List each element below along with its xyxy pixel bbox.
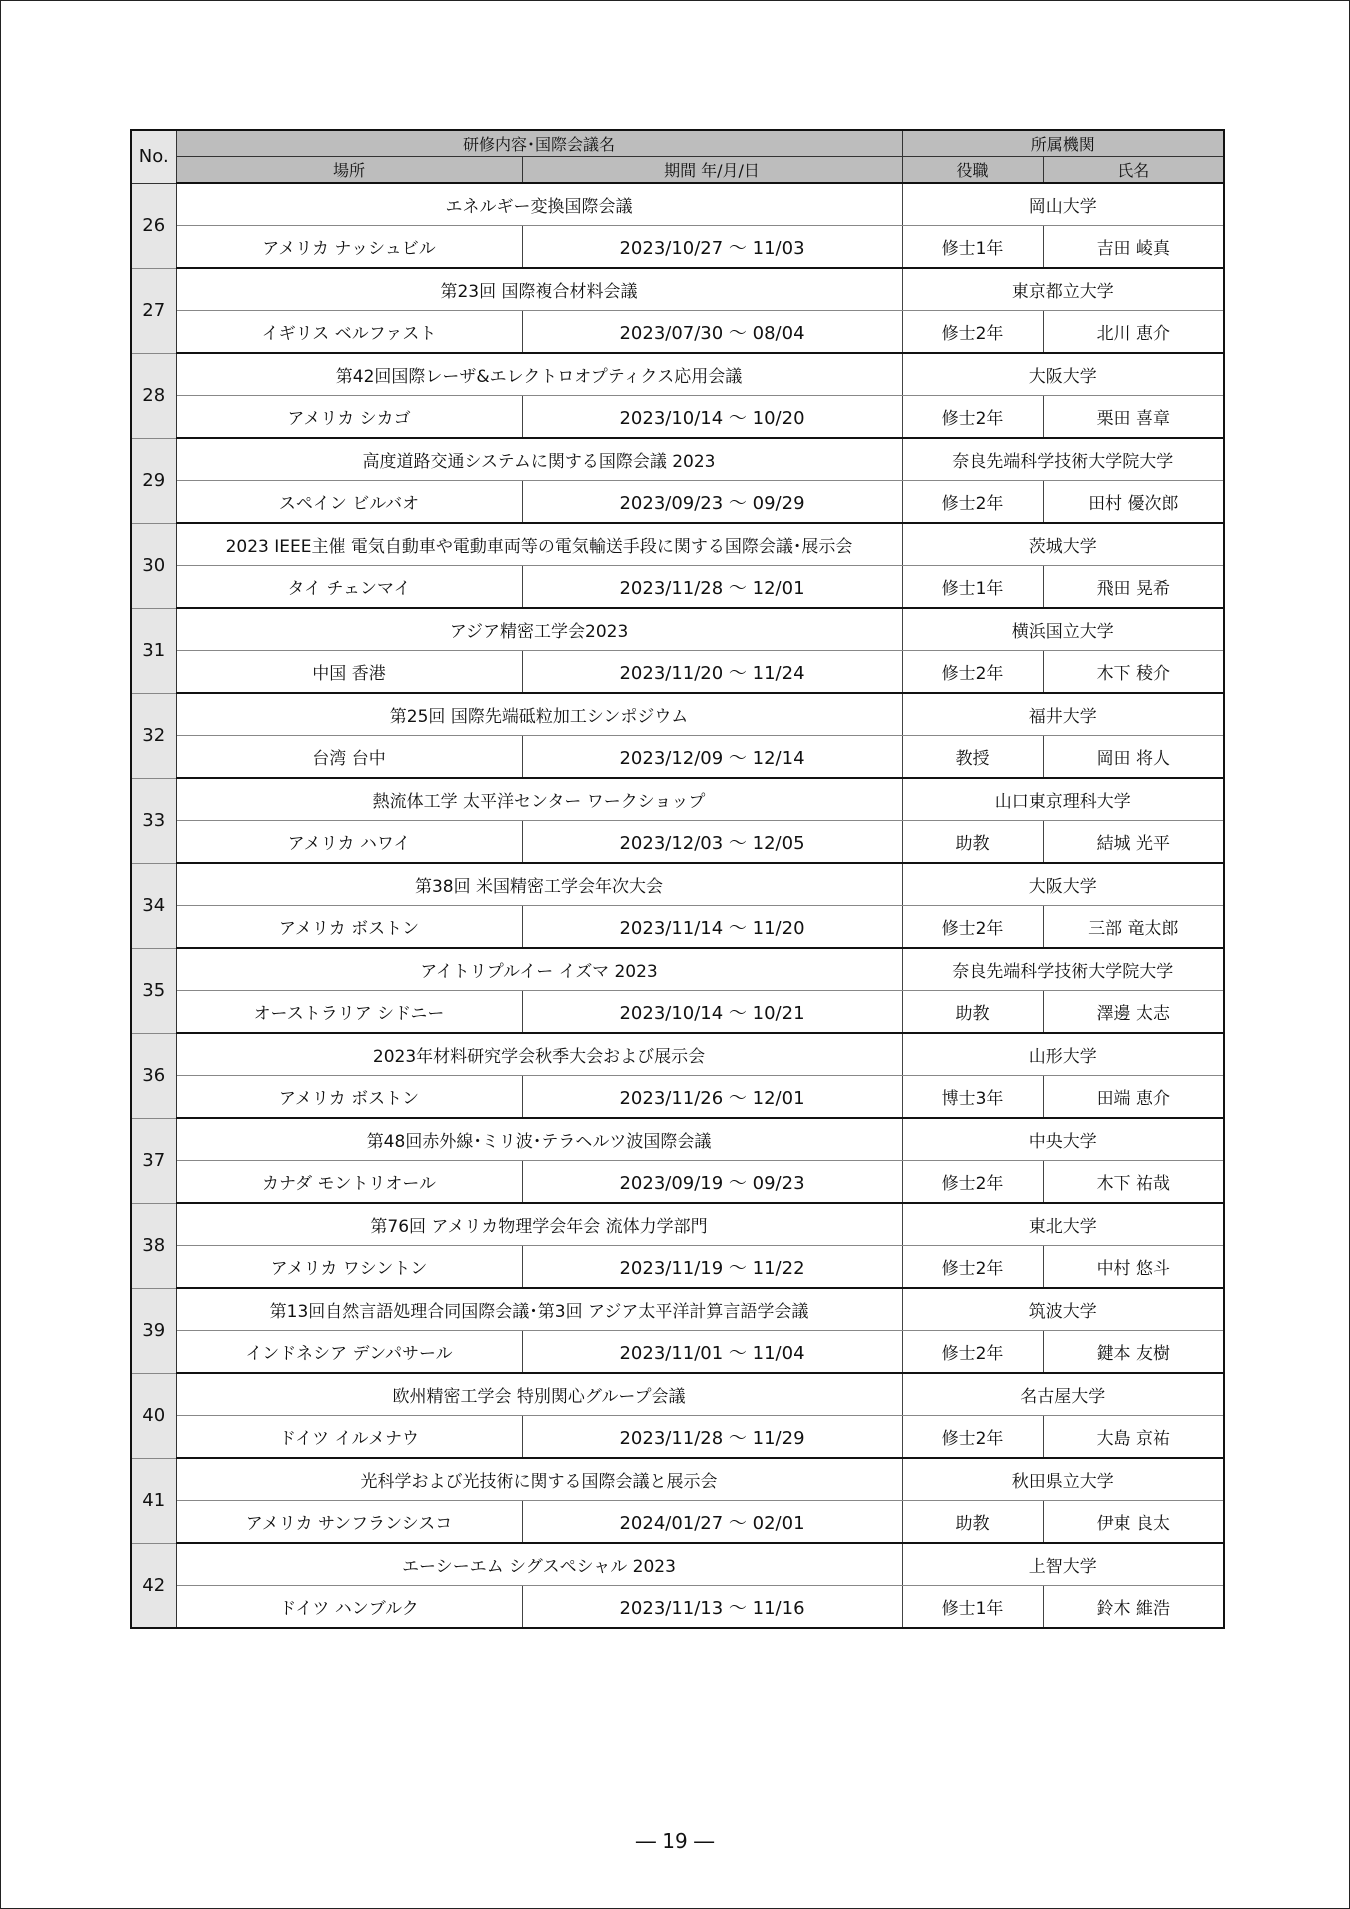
role: 修士2年 [902, 311, 1043, 354]
row-number: 28 [131, 353, 176, 438]
row-number: 34 [131, 863, 176, 948]
conference-name: 第76回 アメリカ物理学会年会 流体力学部門 [176, 1203, 902, 1246]
role: 修士1年 [902, 1586, 1043, 1629]
header-place: 場所 [176, 157, 522, 184]
role: 教授 [902, 736, 1043, 779]
table-row-detail [131, 1161, 1224, 1204]
period: 2023/11/20 ～ 11/24 [522, 651, 902, 694]
conference-name: 第48回赤外線･ミリ波･テラヘルツ波国際会議 [176, 1118, 902, 1161]
role: 修士2年 [902, 481, 1043, 524]
place: アメリカ ナッシュビル [176, 226, 522, 269]
table-row-detail [131, 1586, 1224, 1629]
person-name: 三部 竜太郎 [1043, 906, 1224, 949]
conference-name: 第23回 国際複合材料会議 [176, 268, 902, 311]
person-name: 吉田 崚真 [1043, 226, 1224, 269]
affiliation: 山形大学 [902, 1033, 1224, 1076]
table-body [131, 183, 1224, 1628]
role: 助教 [902, 821, 1043, 864]
person-name: 伊東 良太 [1043, 1501, 1224, 1544]
table-row [131, 948, 1224, 991]
period: 2023/11/01 ～ 11/04 [522, 1331, 902, 1374]
table-row [131, 1118, 1224, 1161]
row-number: 36 [131, 1033, 176, 1118]
header-name: 氏名 [1043, 157, 1224, 184]
header-role: 役職 [902, 157, 1043, 184]
conference-name: 第38回 米国精密工学会年次大会 [176, 863, 902, 906]
affiliation: 筑波大学 [902, 1288, 1224, 1331]
row-number: 30 [131, 523, 176, 608]
header-period: 期間 年/月/日 [522, 157, 902, 184]
place: アメリカ ボストン [176, 906, 522, 949]
row-number: 32 [131, 693, 176, 778]
period: 2023/11/26 ～ 12/01 [522, 1076, 902, 1119]
table-row-detail [131, 736, 1224, 779]
row-number: 31 [131, 608, 176, 693]
table-row [131, 1458, 1224, 1501]
table-row-detail [131, 226, 1224, 269]
table-header [131, 130, 1224, 183]
conference-name: 熱流体工学 太平洋センター ワークショップ [176, 778, 902, 821]
person-name: 岡田 将人 [1043, 736, 1224, 779]
row-number: 27 [131, 268, 176, 353]
table-row [131, 353, 1224, 396]
conference-name: エーシーエム シグスペシャル 2023 [176, 1543, 902, 1586]
row-number: 33 [131, 778, 176, 863]
period: 2023/11/14 ～ 11/20 [522, 906, 902, 949]
table-row [131, 268, 1224, 311]
conference-name: アイトリプルイー イズマ 2023 [176, 948, 902, 991]
person-name: 中村 悠斗 [1043, 1246, 1224, 1289]
person-name: 北川 恵介 [1043, 311, 1224, 354]
period: 2023/11/19 ～ 11/22 [522, 1246, 902, 1289]
period: 2023/11/13 ～ 11/16 [522, 1586, 902, 1629]
period: 2023/10/27 ～ 11/03 [522, 226, 902, 269]
conference-name: 第25回 国際先端砥粒加工シンポジウム [176, 693, 902, 736]
role: 助教 [902, 991, 1043, 1034]
role: 博士3年 [902, 1076, 1043, 1119]
period: 2024/01/27 ～ 02/01 [522, 1501, 902, 1544]
place: 台湾 台中 [176, 736, 522, 779]
place: アメリカ シカゴ [176, 396, 522, 439]
affiliation: 奈良先端科学技術大学院大学 [902, 438, 1224, 481]
place: インドネシア デンパサール [176, 1331, 522, 1374]
table-row [131, 438, 1224, 481]
affiliation: 東京都立大学 [902, 268, 1224, 311]
affiliation: 山口東京理科大学 [902, 778, 1224, 821]
row-number: 39 [131, 1288, 176, 1373]
affiliation: 福井大学 [902, 693, 1224, 736]
place: カナダ モントリオール [176, 1161, 522, 1204]
affiliation: 上智大学 [902, 1543, 1224, 1586]
affiliation: 名古屋大学 [902, 1373, 1224, 1416]
person-name: 結城 光平 [1043, 821, 1224, 864]
person-name: 栗田 喜章 [1043, 396, 1224, 439]
table-row-detail [131, 1416, 1224, 1459]
table-row-detail [131, 1331, 1224, 1374]
period: 2023/10/14 ～ 10/20 [522, 396, 902, 439]
role: 修士2年 [902, 1416, 1043, 1459]
person-name: 澤邊 太志 [1043, 991, 1224, 1034]
table-row [131, 183, 1224, 226]
table-row [131, 1203, 1224, 1246]
header-conference: 研修内容･国際会議名 [176, 130, 902, 157]
header-affiliation: 所属機関 [902, 130, 1224, 157]
affiliation: 大阪大学 [902, 863, 1224, 906]
role: 修士2年 [902, 651, 1043, 694]
place: アメリカ ハワイ [176, 821, 522, 864]
place: ドイツ ハンブルク [176, 1586, 522, 1629]
role: 修士2年 [902, 1331, 1043, 1374]
roster-table [130, 129, 1225, 1629]
affiliation: 岡山大学 [902, 183, 1224, 226]
period: 2023/07/30 ～ 08/04 [522, 311, 902, 354]
table-row-detail [131, 821, 1224, 864]
row-number: 35 [131, 948, 176, 1033]
table-row [131, 693, 1224, 736]
affiliation: 大阪大学 [902, 353, 1224, 396]
table-row-detail [131, 906, 1224, 949]
role: 修士2年 [902, 1161, 1043, 1204]
person-name: 木下 稜介 [1043, 651, 1224, 694]
person-name: 田端 恵介 [1043, 1076, 1224, 1119]
table-row-detail [131, 311, 1224, 354]
place: アメリカ ボストン [176, 1076, 522, 1119]
table-row-detail [131, 1076, 1224, 1119]
conference-name: 2023 IEEE主催 電気自動車や電動車両等の電気輸送手段に関する国際会議･展示会 [176, 523, 902, 566]
affiliation: 東北大学 [902, 1203, 1224, 1246]
conference-name: 欧州精密工学会 特別関心グループ会議 [176, 1373, 902, 1416]
place: スペイン ビルバオ [176, 481, 522, 524]
table-row [131, 863, 1224, 906]
row-number: 42 [131, 1543, 176, 1628]
place: オーストラリア シドニー [176, 991, 522, 1034]
person-name: 鈴木 維浩 [1043, 1586, 1224, 1629]
row-number: 37 [131, 1118, 176, 1203]
period: 2023/09/19 ～ 09/23 [522, 1161, 902, 1204]
period: 2023/11/28 ～ 11/29 [522, 1416, 902, 1459]
row-number: 29 [131, 438, 176, 523]
table-row [131, 1288, 1224, 1331]
table-row-detail [131, 396, 1224, 439]
place: アメリカ ワシントン [176, 1246, 522, 1289]
period: 2023/12/09 ～ 12/14 [522, 736, 902, 779]
place: イギリス ベルファスト [176, 311, 522, 354]
period: 2023/10/14 ～ 10/21 [522, 991, 902, 1034]
header-no: No. [131, 130, 176, 183]
affiliation: 奈良先端科学技術大学院大学 [902, 948, 1224, 991]
affiliation: 横浜国立大学 [902, 608, 1224, 651]
table-row-detail [131, 1501, 1224, 1544]
period: 2023/09/23 ～ 09/29 [522, 481, 902, 524]
table-row-detail [131, 481, 1224, 524]
table-row [131, 523, 1224, 566]
role: 助教 [902, 1501, 1043, 1544]
table-row [131, 778, 1224, 821]
role: 修士2年 [902, 906, 1043, 949]
role: 修士2年 [902, 396, 1043, 439]
place: 中国 香港 [176, 651, 522, 694]
role: 修士1年 [902, 226, 1043, 269]
conference-name: エネルギー変換国際会議 [176, 183, 902, 226]
row-number: 41 [131, 1458, 176, 1543]
person-name: 鍵本 友樹 [1043, 1331, 1224, 1374]
row-number: 26 [131, 183, 176, 268]
period: 2023/11/28 ～ 12/01 [522, 566, 902, 609]
table-row-detail [131, 1246, 1224, 1289]
table-row-detail [131, 566, 1224, 609]
person-name: 田村 優次郎 [1043, 481, 1224, 524]
conference-name: 2023年材料研究学会秋季大会および展示会 [176, 1033, 902, 1076]
role: 修士2年 [902, 1246, 1043, 1289]
person-name: 木下 祐哉 [1043, 1161, 1224, 1204]
affiliation: 秋田県立大学 [902, 1458, 1224, 1501]
table-row [131, 1543, 1224, 1586]
table-row-detail [131, 991, 1224, 1034]
place: タイ チェンマイ [176, 566, 522, 609]
table-row [131, 1033, 1224, 1076]
affiliation: 中央大学 [902, 1118, 1224, 1161]
page-number: ― 19 ― [635, 1829, 715, 1853]
person-name: 大島 京祐 [1043, 1416, 1224, 1459]
person-name: 飛田 晃希 [1043, 566, 1224, 609]
place: ドイツ イルメナウ [176, 1416, 522, 1459]
conference-name: 第42回国際レーザ&エレクトロオプティクス応用会議 [176, 353, 902, 396]
place: アメリカ サンフランシスコ [176, 1501, 522, 1544]
conference-name: アジア精密工学会2023 [176, 608, 902, 651]
table-row-detail [131, 651, 1224, 694]
affiliation: 茨城大学 [902, 523, 1224, 566]
conference-name: 光科学および光技術に関する国際会議と展示会 [176, 1458, 902, 1501]
period: 2023/12/03 ～ 12/05 [522, 821, 902, 864]
row-number: 38 [131, 1203, 176, 1288]
table-row [131, 1373, 1224, 1416]
conference-name: 第13回自然言語処理合同国際会議･第3回 アジア太平洋計算言語学会議 [176, 1288, 902, 1331]
row-number: 40 [131, 1373, 176, 1458]
role: 修士1年 [902, 566, 1043, 609]
conference-name: 高度道路交通システムに関する国際会議 2023 [176, 438, 902, 481]
table-row [131, 608, 1224, 651]
